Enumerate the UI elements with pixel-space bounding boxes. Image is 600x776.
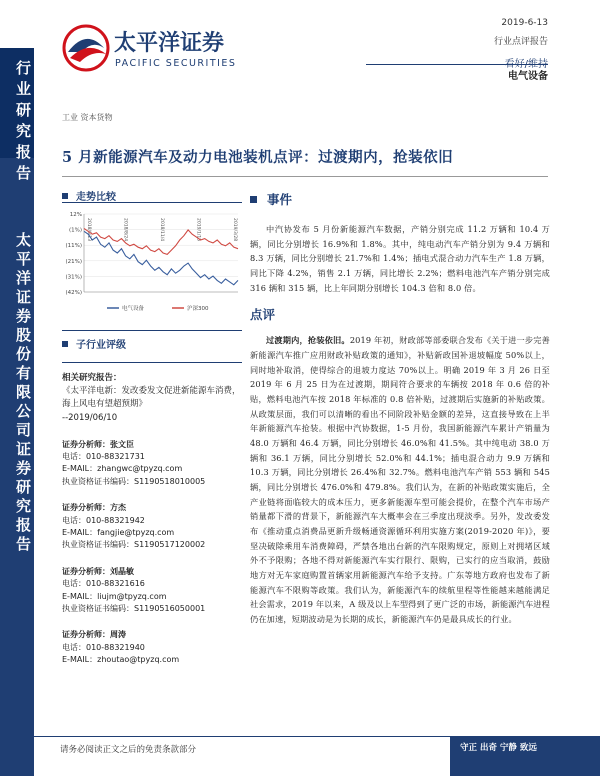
- analyst-1-cert: 执业资格证书编码：S1190518010005: [62, 476, 206, 486]
- analyst-4-phone: 电话：010-88321940: [62, 642, 145, 652]
- y-tick-label: (1%): [68, 227, 82, 234]
- company-logo: [62, 18, 262, 88]
- main-content: [250, 190, 550, 627]
- logo-icon: [62, 18, 262, 88]
- logo-en: PACIFIC SECURITIES: [115, 58, 237, 69]
- square-bullet-icon: [62, 193, 68, 199]
- related-date: --2019/06/10: [62, 412, 118, 423]
- analyst-2-role: 证券分析师：方杰: [62, 503, 126, 513]
- comment-body: 2019 年初，财政部等部委联合发布《关于进一步完善新能源汽车推广应用财政补贴政策的通知》，补贴新政国补退坡幅度 50%以上，同时地补取消，使得综合的退坡力度达 70%以上。明确 2019 年 3 月 26 日至 2019 年 6 月 25 日为在过渡期，期间符合要求的车辆按 2018 年 0.6 倍的补贴，燃料电池汽车按 2018 年标准的 0.8 倍补贴，过渡期后实施新的补贴政策。从政策层面，我们可以清晰的看出不同阶段补贴金额的差异，这直接导致在上半年新能源汽车抢装。根据中汽协数据，1-5 月份，我国新能源汽车累计产销量为 48.0 万辆和 46.4 万辆，同比分别增长 46.0%和 41.5%。其中纯电动 38.0 万辆和 36.1 万辆，同比分别增长 52.0%和 44.1%；插电混合动力 9.9 万辆和 10.3 万辆，同比分别增长 26.4%和 32.7%。燃料电池汽车产销 553 辆和 545 辆，同比分别增长 476.0%和 479.8%。我们认为，在新的补贴政策实施后，全产业链将面临较大的成本压力，更多新能源车型可能会提价，在整个汽车市场产销量都下滑的背景下，新能源汽车大概率会在三季度出现淡季。另外，发改委发布《推动重点消费品更新升级畅通资源循环利用实施方案(2019-2020 年)》，要坚决破除乘用车消费障碍，严禁各地出台新的汽车限购规定，原则上对拥堵区域外不予限购；各地不得对新能源汽车实行限行、限购，已实行的应当取消，鼓励地方对无车家庭购置首辆家用新能源汽车给予支持。广东等地方政府也发布了新能源汽车不限购等政策。我们认为，新能源汽车的续航里程等性能越来越能满足社会需求，2019 年以来，A 级及以上车型得到了更广泛的市场，新能源汽车进程仍在加速，短期波动是为长期的成长，新能源汽车仍是最具成长的行业。: [250, 335, 550, 625]
- sector-tagline: 工业 资本货物: [62, 113, 113, 122]
- report-type: 行业点评报告: [493, 37, 548, 47]
- legend-label: 沪深300: [187, 306, 209, 312]
- event-paragraph: 中汽协发布 5 月份新能源汽车数据，产销分别完成 11.2 万辆和 10.4 万辆，同比分别增长 16.9%和 1.8%。其中，纯电动汽车产销分别为 9.4 万辆和 8.3 万辆，同比分别增长 21.7%和 1.4%；插电式混合动力汽车生产 1.8 万辆，同比下降 4.2%，销售 2.1 万辆，同比增长 2.2%；燃料电池汽车产销分别完成 316 辆和 315 辆，比上年同期分别增长 104.3 倍和 8.0 倍。: [250, 224, 550, 293]
- title-rule: [62, 176, 548, 177]
- analyst-1-phone: 电话：010-88321731: [62, 452, 145, 462]
- analyst-2-phone: 电话：010-88321942: [62, 515, 145, 525]
- analyst-3-role: 证券分析师：刘晶敏: [62, 566, 134, 576]
- analyst-1-email[interactable]: E-MAIL：zhangwc@tpyzq.com: [62, 464, 183, 474]
- analyst-3-cert: 执业资格证书编码：S1190516050001: [62, 603, 206, 613]
- report-date: 2019-6-13: [501, 18, 548, 28]
- comment-paragraph: [250, 333, 550, 626]
- related-heading: 相关研究报告：: [62, 373, 122, 383]
- related-report: 《太平洋电新：发改委发文促进新能源车消费，海上风电有望超预期》: [62, 386, 241, 410]
- sub-rating-rule: [62, 362, 242, 363]
- x-tick-label: 2018/11/4: [159, 218, 164, 242]
- x-tick-label: 2019/3/28: [232, 218, 237, 242]
- sidebar-top-label: 行业研究报告: [14, 60, 32, 186]
- rating: 看好/维持: [504, 59, 548, 70]
- y-tick-label: 12%: [69, 212, 82, 218]
- y-tick-label: (11%): [65, 243, 82, 250]
- footer-motto: 守正 出奇 宁静 致远: [450, 736, 600, 776]
- analyst-3-email[interactable]: E-MAIL：liujm@tpyzq.com: [62, 591, 167, 601]
- analyst-4-email[interactable]: E-MAIL：zhoutao@tpyzq.com: [62, 655, 180, 665]
- analyst-2-email[interactable]: E-MAIL：fangjie@tpyzq.com: [62, 528, 175, 538]
- header-rule: [366, 64, 548, 65]
- y-tick-label: (21%): [65, 258, 82, 265]
- comment-lead: 过渡期内，抢装依旧。: [266, 335, 350, 346]
- sub-rating-heading: 子行业评级: [62, 336, 126, 351]
- sidebar-bottom-label: 太平洋证券股份有限公司证券研究报告: [14, 232, 32, 555]
- legend-label: 电气设备: [122, 306, 145, 312]
- comment-heading: 点评: [250, 307, 276, 323]
- x-tick-label: 2018/6/13: [86, 218, 91, 242]
- x-tick-label: 2018/8/24: [122, 218, 128, 242]
- analyst-1-role: 证券分析师：张文臣: [62, 439, 134, 449]
- event-heading: 事件: [250, 190, 550, 208]
- header-meta: [494, 18, 548, 70]
- footer-disclaimer: 请务必阅读正文之后的免责条款部分: [60, 745, 197, 755]
- left-info: [62, 372, 242, 667]
- analyst-4-role: 证券分析师：周涛: [62, 630, 126, 640]
- chart-rule: [62, 330, 242, 331]
- industry-label: 电气设备: [508, 71, 548, 82]
- trend-rule: [62, 202, 242, 203]
- square-bullet-icon: [62, 341, 68, 347]
- x-tick-label: 2019/1/15: [195, 218, 201, 242]
- logo-cn: 太平洋证券: [114, 31, 225, 56]
- trend-heading: 走势比较: [62, 188, 116, 203]
- square-bullet-icon: [250, 196, 257, 203]
- analyst-3-phone: 电话：010-88321616: [62, 579, 145, 589]
- y-tick-label: (42%): [65, 290, 82, 296]
- y-tick-label: (31%): [65, 274, 82, 281]
- trend-chart: [62, 208, 242, 326]
- report-title: 5 月新能源汽车及动力电池装机点评：过渡期内，抢装依旧: [62, 149, 454, 166]
- analyst-2-cert: 执业资格证书编码：S1190517120002: [62, 540, 206, 550]
